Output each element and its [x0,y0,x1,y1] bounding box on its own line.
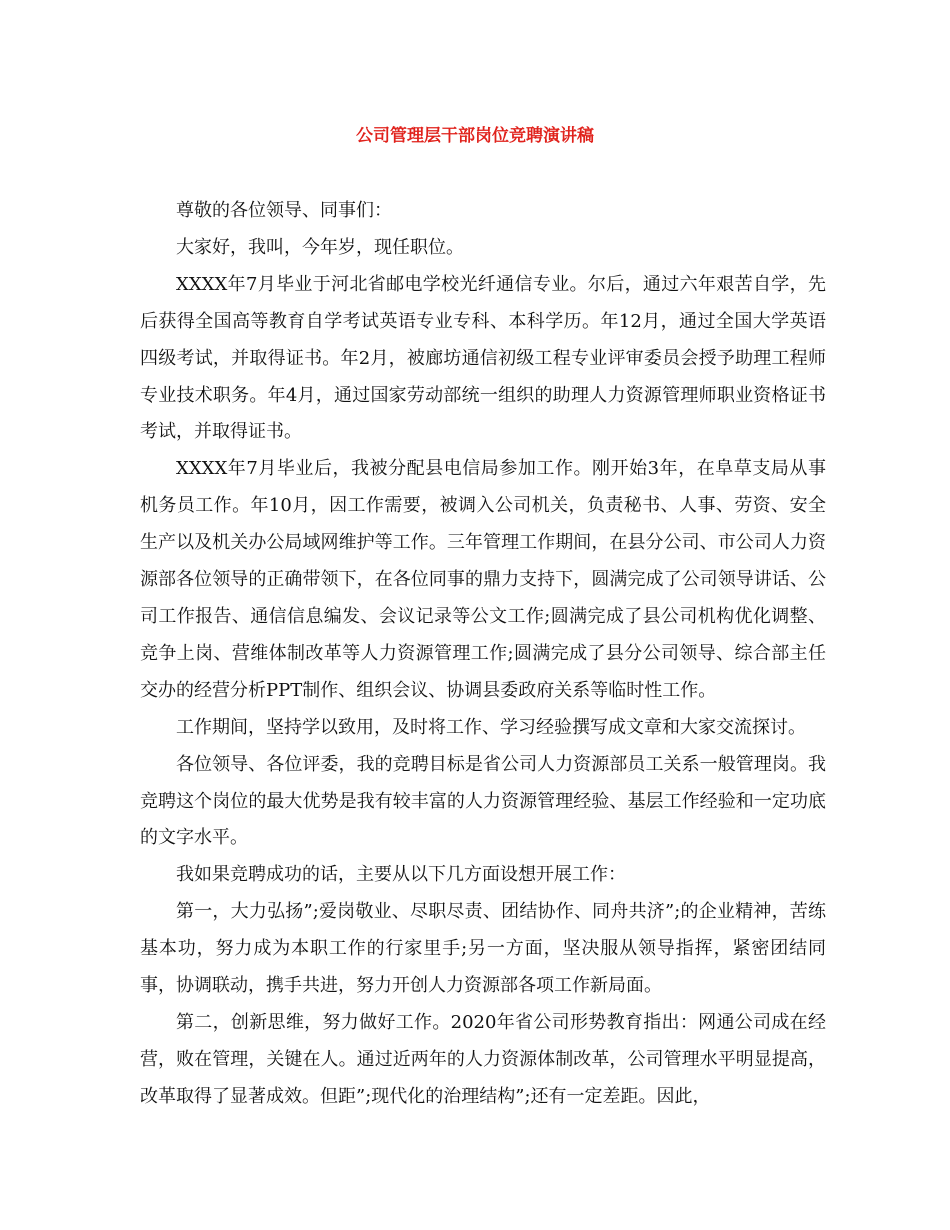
paragraph: XXXX年7月毕业后，我被分配县电信局参加工作。刚开始3年，在阜草支局从事机务员工作。年10月，因工作需要，被调入公司机关，负责秘书、人事、劳资、安全生产以及机关办公局域网维护等工作。三年管理工作期间，在县分公司、市公司人力资源部各位领导的正确带领下，在各位同事的鼎力支持下，圆满完成了公司领导讲话、公司工作报告、通信信息编发、会议记录等公文工作;圆满完成了县公司机构优化调整、竞争上岗、营维体制改革等人力资源管理工作;圆满完成了县分公司领导、综合部主任交办的经营分析PPT制作、组织会议、协调县委政府关系等临时性工作。 [140,458,826,701]
paragraph: 第二，创新思维，努力做好工作。2020年省公司形势教育指出：网通公司成在经营，败在管理，关键在人。通过近两年的人力资源体制改革，公司管理水平明显提高，改革取得了显著成效。但距”;现代化的治理结构”;还有一定差距。因此， [140,1011,826,1107]
paragraph: 尊敬的各位领导、同事们： [176,200,392,221]
paragraph: 我如果竞聘成功的话，主要从以下几方面设想开展工作： [176,864,626,886]
document-body [140,193,826,1116]
paragraph: 工作期间，坚持学以致用，及时将工作、学习经验撰写成文章和大家交流探讨。 [176,716,806,738]
document-title: 公司管理层干部岗位竞聘演讲稿 [356,126,594,146]
paragraph: 大家好，我叫，今年岁，现任职位。 [176,236,464,258]
paragraph: 第一，大力弘扬”;爱岗敬业、尽职尽责、团结协作、同舟共济”;的企业精神，苦练基本功，努力成为本职工作的行家里手;另一方面，坚决服从领导指挥，紧密团结同事，协调联动，携手共进，努力开创人力资源部各项工作新局面。 [140,901,826,997]
paragraph: 各位领导、各位评委，我的竞聘目标是省公司人力资源部员工关系一般管理岗。我竞聘这个岗位的最大优势是我有较丰富的人力资源管理经验、基层工作经验和一定功底的文字水平。 [140,753,826,849]
paragraph: XXXX年7月毕业于河北省邮电学校光纤通信专业。尔后，通过六年艰苦自学，先后获得全国高等教育自学考试英语专业专科、本科学历。年12月，通过全国大学英语四级考试，并取得证书。年2月，被廊坊通信初级工程专业评审委员会授予助理工程师专业技术职务。年4月，通过国家劳动部统一组织的助理人力资源管理师职业资格证书考试，并取得证书。 [140,273,826,443]
